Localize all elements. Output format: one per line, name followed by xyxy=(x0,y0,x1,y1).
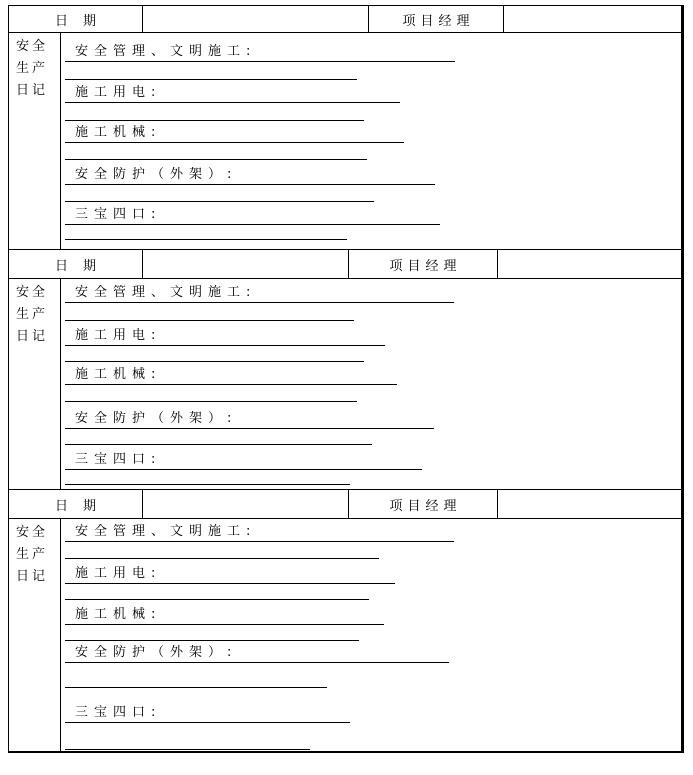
blank-fill-line[interactable] xyxy=(65,157,367,160)
field-label-line[interactable]: 三宝四口: xyxy=(65,207,440,225)
field-label-line[interactable]: 施工机械: xyxy=(65,607,384,625)
blank-line-row xyxy=(61,346,681,362)
field-line-row xyxy=(61,559,681,584)
field-label-line[interactable]: 三宝四口: xyxy=(65,452,422,470)
blank-fill-line[interactable] xyxy=(65,597,369,600)
project-manager-label: 项目经理 xyxy=(389,258,462,274)
safety-production-diary-form xyxy=(8,5,684,753)
field-line-row xyxy=(61,688,681,723)
blank-line-row xyxy=(61,143,681,160)
sidebar-title-line: 安全 xyxy=(16,285,49,300)
blank-fill-line[interactable] xyxy=(65,237,347,240)
section-header-row xyxy=(9,6,681,33)
project-manager-label: 项目经理 xyxy=(389,498,462,514)
blank-fill-line[interactable] xyxy=(65,359,364,362)
field-line-row xyxy=(61,641,681,663)
blank-line-row xyxy=(61,225,681,240)
diary-section xyxy=(9,490,681,751)
blank-fill-line[interactable] xyxy=(65,199,374,202)
field-label-line[interactable]: 三宝四口: xyxy=(65,705,350,723)
field-line-row xyxy=(61,519,681,542)
sidebar-title-line: 日记 xyxy=(16,329,49,344)
blank-fill-line[interactable] xyxy=(65,318,354,321)
date-label: 日期 xyxy=(54,258,111,274)
blank-line-row xyxy=(61,103,681,121)
field-line-row xyxy=(61,33,681,62)
field-label-line[interactable]: 施工机械: xyxy=(65,367,397,385)
blank-fill-line[interactable] xyxy=(65,482,350,485)
field-line-row xyxy=(61,80,681,103)
blank-fill-line[interactable] xyxy=(65,442,372,445)
date-label-cell xyxy=(9,6,143,32)
field-line-row xyxy=(61,160,681,185)
sidebar-title-line: 生产 xyxy=(16,547,49,562)
blank-line-row xyxy=(61,470,681,485)
date-label: 日期 xyxy=(54,13,111,29)
project-manager-value-field[interactable] xyxy=(498,490,681,518)
blank-line-row xyxy=(61,185,681,202)
blank-fill-line[interactable] xyxy=(65,638,359,641)
blank-line-row xyxy=(61,625,681,641)
field-label-line[interactable]: 施工用电: xyxy=(65,328,385,346)
section-body-row xyxy=(9,33,681,249)
date-label-cell xyxy=(9,490,143,518)
sidebar-title-line: 安全 xyxy=(16,39,49,54)
blank-line-row xyxy=(61,429,681,445)
blank-fill-line[interactable] xyxy=(65,556,379,559)
sidebar-title-cell xyxy=(9,279,61,489)
section-body-row xyxy=(9,279,681,489)
sidebar-title-cell xyxy=(9,519,61,751)
blank-line-row xyxy=(61,584,681,600)
field-label-line[interactable]: 施工用电: xyxy=(65,566,395,584)
field-line-row xyxy=(61,402,681,429)
project-manager-label-cell xyxy=(349,490,498,518)
blank-line-row xyxy=(61,723,681,750)
blank-fill-line[interactable] xyxy=(65,747,310,750)
date-label-cell xyxy=(9,250,143,278)
blank-fill-line[interactable] xyxy=(65,399,357,402)
sidebar-title-line: 生产 xyxy=(16,307,49,322)
field-label-line[interactable]: 施工机械: xyxy=(65,125,404,143)
date-value-field[interactable] xyxy=(143,6,369,32)
diary-content-area xyxy=(61,519,681,751)
field-label-line[interactable]: 安全防护（外架）: xyxy=(65,411,434,429)
field-label-line[interactable]: 施工用电: xyxy=(65,85,400,103)
diary-section xyxy=(9,250,681,490)
sidebar-title-cell xyxy=(9,33,61,249)
blank-line-row xyxy=(61,62,681,80)
sidebar-title-line: 日记 xyxy=(16,83,49,98)
diary-content-area xyxy=(61,33,681,249)
section-header-row xyxy=(9,490,681,519)
blank-fill-line[interactable] xyxy=(65,118,364,121)
project-manager-value-field[interactable] xyxy=(504,6,681,32)
section-header-row xyxy=(9,250,681,279)
field-label-line[interactable]: 安全管理、文明施工: xyxy=(65,44,455,62)
field-label-line[interactable]: 安全防护（外架）: xyxy=(65,645,449,663)
field-label-line[interactable]: 安全管理、文明施工: xyxy=(65,285,454,303)
field-line-row xyxy=(61,121,681,143)
sidebar-title-line: 生产 xyxy=(16,61,49,76)
field-line-row xyxy=(61,321,681,346)
date-value-field[interactable] xyxy=(143,490,349,518)
diary-content-area xyxy=(61,279,681,489)
project-manager-value-field[interactable] xyxy=(498,250,681,278)
project-manager-label-cell xyxy=(369,6,504,32)
field-label-line[interactable]: 安全防护（外架）: xyxy=(65,167,435,185)
field-line-row xyxy=(61,362,681,385)
field-line-row xyxy=(61,445,681,470)
date-label: 日期 xyxy=(54,498,111,514)
field-label-line[interactable]: 安全管理、文明施工: xyxy=(65,524,454,542)
project-manager-label-cell xyxy=(349,250,498,278)
field-line-row xyxy=(61,279,681,303)
blank-line-row xyxy=(61,385,681,402)
blank-line-row xyxy=(61,303,681,321)
blank-line-row xyxy=(61,663,681,688)
project-manager-label: 项目经理 xyxy=(402,13,475,29)
field-line-row xyxy=(61,600,681,625)
date-value-field[interactable] xyxy=(143,250,349,278)
blank-fill-line[interactable] xyxy=(65,77,357,80)
field-line-row xyxy=(61,202,681,225)
diary-section xyxy=(9,6,681,250)
sidebar-title-line: 安全 xyxy=(16,525,49,540)
blank-line-row xyxy=(61,542,681,559)
section-body-row xyxy=(9,519,681,751)
sidebar-title-line: 日记 xyxy=(16,569,49,584)
blank-fill-line[interactable] xyxy=(65,685,327,688)
